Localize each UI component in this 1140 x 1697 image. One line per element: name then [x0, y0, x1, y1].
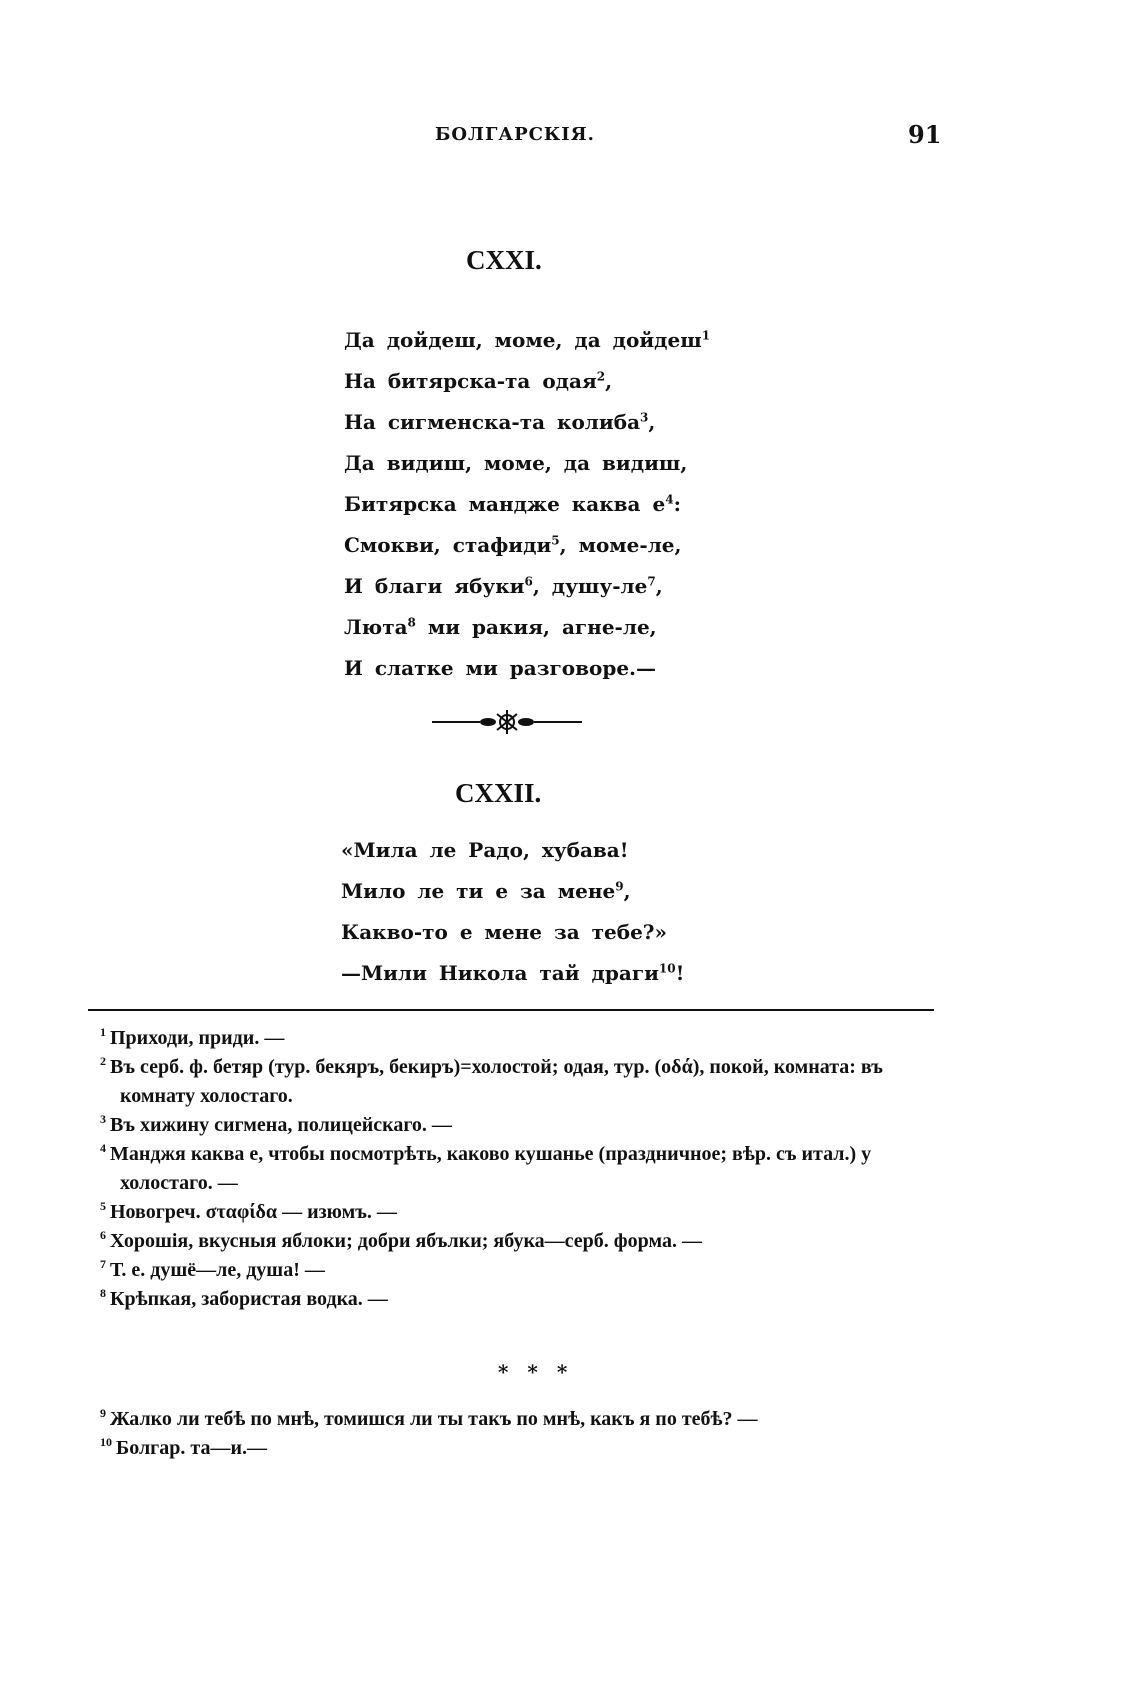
footnote-number: 7	[100, 1257, 106, 1272]
verse-text: ,	[648, 410, 656, 434]
footnote-item	[100, 1024, 960, 1053]
footnote-item	[100, 1256, 960, 1285]
verse-text: , душу-ле	[532, 574, 648, 598]
verse-line	[344, 607, 710, 648]
verse-line	[344, 484, 710, 525]
footnote-text: Манджя каква е, чтобы посмотрѣть, каково кушанье (праздничное; вѣр. съ итал.) у холостаго. —	[110, 1143, 872, 1194]
footnote-marker[interactable]: 10	[658, 961, 676, 976]
verse-line	[341, 912, 684, 953]
footnote-item	[100, 1053, 960, 1111]
verse-text: Какво-то е мене за тебе?»	[341, 920, 668, 944]
verse-text: Да дойдеш, моме, да дойдеш	[344, 328, 702, 352]
footnote-text: Болгар. та—и.—	[116, 1437, 267, 1459]
verse-text: Смокви, стафиди	[344, 533, 552, 557]
verse-text: !	[675, 961, 685, 985]
poem-121-verses	[344, 320, 710, 689]
verse-text: На битярска-та одая	[344, 369, 597, 393]
footnote-marker[interactable]: 9	[615, 879, 624, 894]
footnote-number: 10	[100, 1435, 112, 1450]
footnote-item	[100, 1434, 960, 1463]
footnote-text: Въ хижину сигмена, полицейскаго. —	[110, 1114, 452, 1136]
verse-text: :	[673, 492, 681, 516]
footnote-number: 8	[100, 1286, 106, 1301]
footnote-item	[100, 1405, 960, 1434]
verse-text: ,	[605, 369, 613, 393]
footnote-text: Приходи, приди. —	[110, 1027, 285, 1049]
verse-text: ми ракия, агне-ле,	[415, 615, 657, 639]
footnote-number: 5	[100, 1199, 106, 1214]
verse-line	[344, 566, 710, 607]
footnotes-list	[100, 1024, 960, 1314]
footnote-number: 3	[100, 1112, 106, 1127]
footnote-marker[interactable]: 8	[407, 615, 416, 630]
verse-line	[341, 953, 684, 994]
footnote-marker[interactable]: 2	[596, 369, 606, 384]
footnotes-list-2	[100, 1405, 960, 1463]
verse-line	[344, 402, 710, 443]
ornament-divider	[432, 702, 582, 742]
page-header-title: БОЛГАРСКІЯ.	[435, 124, 595, 145]
verse-text: «Мила ле Радо, хубава!	[341, 838, 629, 862]
footnote-number: 4	[100, 1141, 106, 1156]
verse-line	[344, 361, 710, 402]
footnote-text: Новогреч. σταφίδα — изюмъ. —	[110, 1201, 397, 1223]
verse-line	[344, 525, 710, 566]
footnote-marker[interactable]: 5	[551, 533, 560, 548]
footnote-number: 2	[100, 1054, 106, 1069]
verse-line	[341, 871, 684, 912]
footnote-number: 6	[100, 1228, 106, 1243]
footnote-marker[interactable]: 6	[524, 574, 533, 589]
footnote-text: Жалко ли тебѣ по мнѣ, томишся ли ты такъ по мнѣ, какъ я по тебѣ? —	[110, 1408, 758, 1430]
verse-line	[344, 320, 710, 361]
verse-text: Битярска мандже каква е	[344, 492, 666, 516]
footnote-number: 9	[100, 1406, 106, 1421]
footnote-marker[interactable]: 4	[665, 492, 674, 507]
footnote-item	[100, 1227, 960, 1256]
verse-text: , моме-ле,	[559, 533, 682, 557]
verse-line	[341, 830, 684, 871]
poem-heading-122: CXXII.	[455, 778, 542, 808]
footnote-item	[100, 1111, 960, 1140]
footnote-text: Крѣпкая, забористая водка. —	[110, 1288, 388, 1310]
verse-text: ,	[623, 879, 631, 903]
footnote-item	[100, 1285, 960, 1314]
verse-text: ,	[655, 574, 663, 598]
verse-text: И слатке ми разговоре.—	[344, 656, 657, 680]
footnote-text: Хорошія, вкусныя яблоки; добри ябълки; ябука—серб. форма. —	[110, 1230, 702, 1252]
poem-122-verses	[341, 830, 684, 994]
verse-text: —Мили Никола тай драги	[341, 961, 659, 985]
verse-text: На сигменска-та колиба	[344, 410, 641, 434]
footnote-text: Т. е. душё—ле, душа! —	[110, 1259, 325, 1281]
footnote-marker[interactable]: 1	[701, 328, 711, 343]
verse-text: И благи ябуки	[344, 574, 525, 598]
footnote-number: 1	[100, 1025, 106, 1040]
footnote-separator: * * *	[498, 1360, 574, 1384]
footnote-item	[100, 1140, 960, 1198]
footnote-rule	[88, 1009, 934, 1011]
poem-heading-121: CXXI.	[466, 245, 542, 275]
verse-text: Люта	[344, 615, 408, 639]
footnote-item	[100, 1198, 960, 1227]
page-number: 91	[908, 120, 942, 149]
verse-line	[344, 648, 710, 689]
footnote-text: Въ серб. ф. бетяр (тур. бекяръ, бекиръ)=холостой; одая, тур. (οδά), покой, комната: въ комнату холостаго.	[110, 1056, 883, 1107]
footnote-marker[interactable]: 7	[647, 574, 656, 589]
footnote-marker[interactable]: 3	[640, 410, 649, 425]
verse-text: Мило ле ти е за мене	[341, 879, 616, 903]
verse-line	[344, 443, 710, 484]
verse-text: Да видиш, моме, да видиш,	[344, 451, 688, 475]
